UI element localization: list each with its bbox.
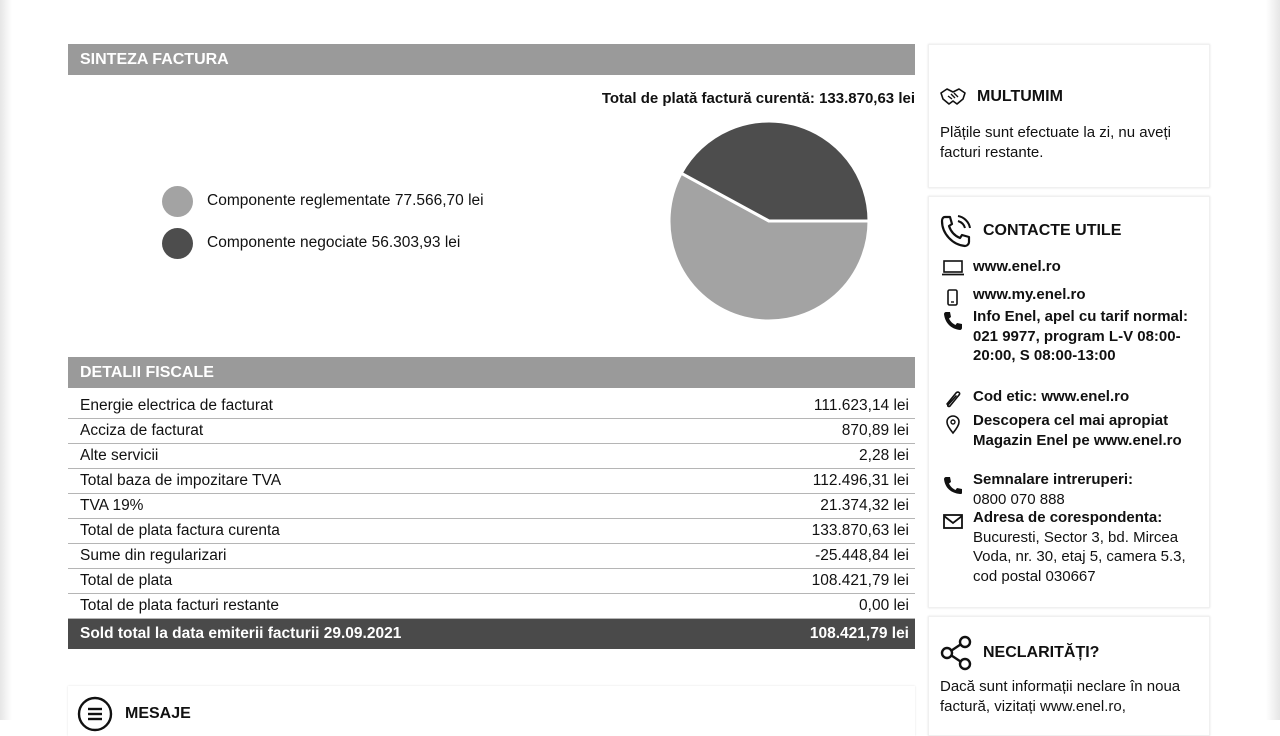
multumim-header [939,87,1063,107]
page-edge-left [0,0,12,720]
table-row [68,519,915,544]
detalii-fiscale-header: DETALII FISCALE [68,357,915,388]
row-label: Alte servicii [68,444,698,469]
contact-cod-etic [941,387,1201,414]
envelope-icon [941,510,965,532]
myenel-link[interactable]: www.my.enel.ro [973,286,1086,303]
multumim-text: Plățile sunt efectuate la zi, nu aveți facturi restante. [940,124,1171,161]
cod-etic-text: Cod etic: www.enel.ro [973,388,1130,405]
table-row [68,569,915,594]
legend-label-reglementate: Componente reglementate 77.566,70 lei [207,192,484,209]
table-row [68,444,915,469]
contacte-utile-panel [928,196,1210,608]
row-value: 111.623,14 lei [698,394,915,419]
mesaje-title: MESAJE [125,705,191,722]
table-row [68,544,915,569]
contact-adresa [941,508,1201,586]
location-pin-icon [941,413,965,435]
magazin-text: Descopera cel mai apropiat Magazin Enel pe www.enel.ro [973,412,1182,449]
pie-chart [668,120,870,322]
adresa-value: Bucuresti, Sector 3, bd. Mircea Voda, nr. 30, etaj 5, camera 5.3, cod postal 030667 [973,528,1186,585]
message-list-icon [77,696,113,732]
intreruperi-phone[interactable]: 0800 070 888 [973,490,1065,508]
row-value: 21.374,32 lei [698,494,915,519]
contacte-title: CONTACTE UTILE [983,222,1122,239]
row-label: Total de plata factura curenta [68,519,698,544]
handshake-icon [939,87,967,107]
contact-magazin [941,411,1201,450]
row-value: 133.870,63 lei [698,519,915,544]
table-row [68,469,915,494]
phone-contact-icon [939,213,973,249]
multumim-title: MULTUMIM [977,88,1063,105]
mesaje-panel [68,686,915,736]
page-edge-right [1266,0,1280,720]
sold-total-value: 108.421,79 lei [698,619,915,650]
table-row [68,594,915,619]
row-value: 108.421,79 lei [698,569,915,594]
sinteza-factura-header: SINTEZA FACTURA [68,44,915,75]
paperclip-icon [941,389,965,409]
fiscal-details-table [68,394,915,649]
legend-label-negociate: Componente negociate 56.303,93 lei [207,234,461,251]
mobile-phone-icon [941,287,965,307]
legend-swatch-negociate [162,228,193,259]
share-icon [939,635,973,671]
row-value: -25.448,84 lei [698,544,915,569]
multumim-panel [928,44,1210,188]
contact-website [941,257,1201,282]
row-label: Acciza de facturat [68,419,698,444]
row-label: TVA 19% [68,494,698,519]
row-value: 870,89 lei [698,419,915,444]
row-label: Sume din regularizari [68,544,698,569]
neclaritati-text: Dacă sunt informații neclare în noua factură, vizitați www.enel.ro, [940,678,1181,715]
sold-total-label: Sold total la data emiterii facturii 29.09.2021 [68,619,698,650]
neclaritati-title: NECLARITĂȚI? [983,644,1100,661]
contact-info-enel [941,307,1201,366]
legend-swatch-reglementate [162,186,193,217]
total-curent-label: Total de plată factură curentă: 133.870,63 lei [601,90,915,107]
table-row [68,494,915,519]
website-link[interactable]: www.enel.ro [973,258,1061,275]
phone-icon [941,309,965,331]
laptop-icon [941,259,965,277]
row-label: Total baza de impozitare TVA [68,469,698,494]
row-value: 112.496,31 lei [698,469,915,494]
intreruperi-label: Semnalare intreruperi: [973,471,1134,488]
row-label: Total de plata [68,569,698,594]
table-row [68,394,915,419]
contacte-header [939,213,1121,249]
row-value: 0,00 lei [698,594,915,619]
sold-total-row [68,619,915,650]
info-enel-text: Info Enel, apel cu tarif normal: 021 9977, program L-V 08:00-20:00, S 08:00-13:00 [973,308,1189,364]
contact-intreruperi [941,470,1201,509]
row-value: 2,28 lei [698,444,915,469]
neclaritati-panel [928,616,1210,736]
phone-icon [941,472,965,494]
table-row [68,419,915,444]
row-label: Total de plata facturi restante [68,594,698,619]
adresa-label: Adresa de corespondenta: [973,509,1163,526]
row-label: Energie electrica de facturat [68,394,698,419]
neclaritati-header [939,635,1099,671]
